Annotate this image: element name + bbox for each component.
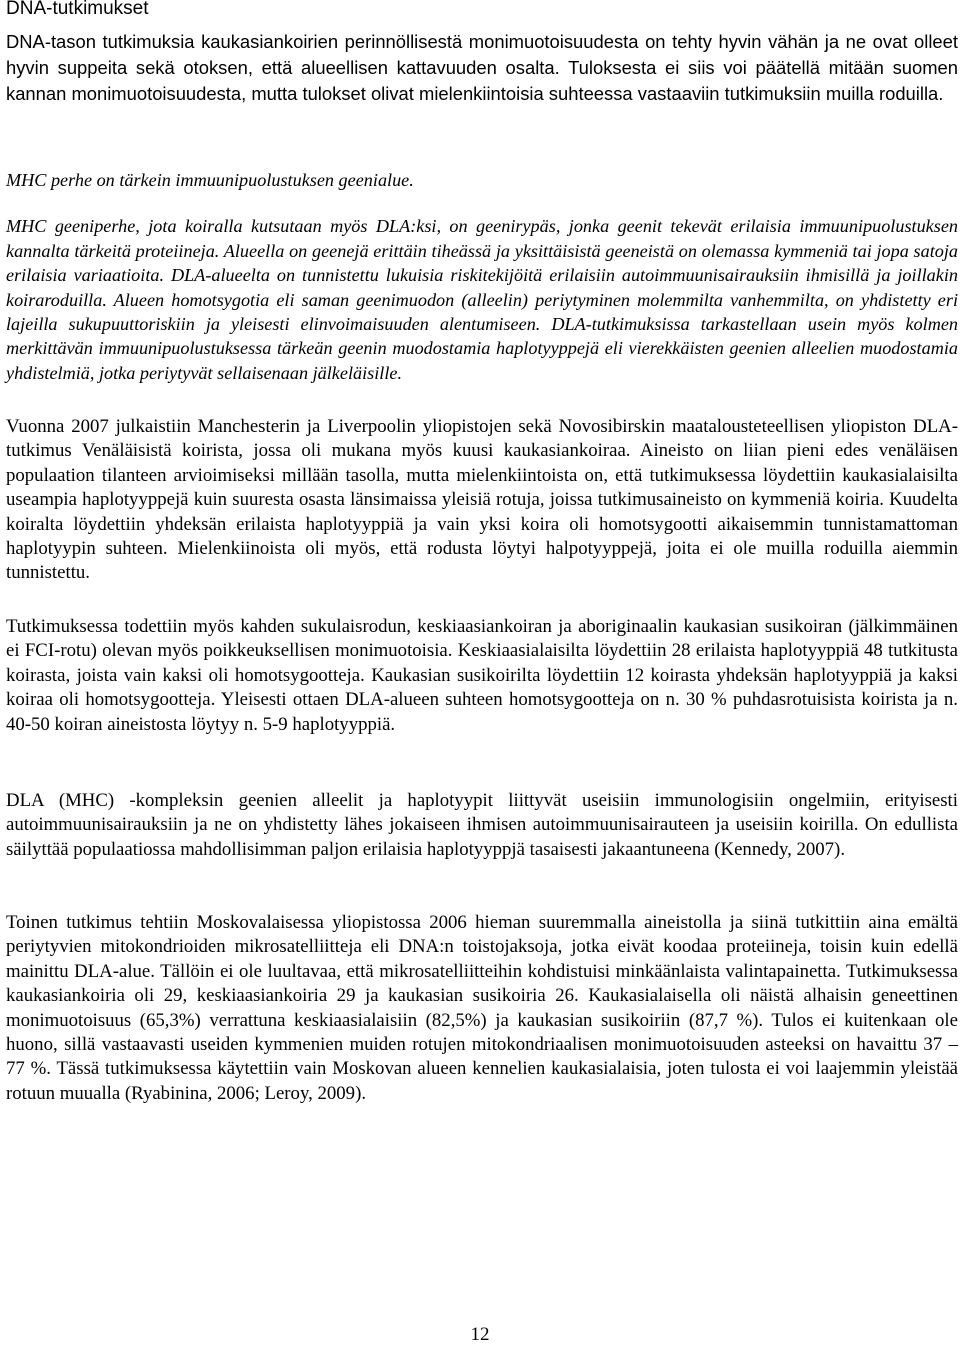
paragraph-moscow-study: Toinen tutkimus tehtiin Moskovalaisessa yliopistossa 2006 hieman suuremmalla aineistolla ja siinä tutkittiin aina emältä periytyvien mitokondrioiden mikrosatelliitteja eli DNA:n toistojaksoja, jotka eivät koodaa proteiineja, toisin kuin edellä mainittu DLA-alue. Tällöin ei ole luultavaa, että mikrosatelliitteihin kohdistuisi minkäänlaista valintapainetta. Tutkimuksessa kaukasiankoiria oli 29, keskiaasiankoiria 29 ja kaukasian susikoiria 26. Kaukasialaisella oli näistä alhaisin geneettinen monimuotoisuus (65,3%) verrattuna keskiaasialaisiin (82,5%) ja kaukasian susikoiriin (87,7 %). Tulos ei kuitenkaan ole huono, sillä vastaavasti useiden kymmenien muiden rotujen mitokondriaalisen monimuotoisuuden asteeksi on havaittu 37 – 77 %. Tässä tutkimuksessa käytettiin vain Moskovan alueen kennelien kaukasialaisia, joten tulosta ei voi laajemmin yleistää rotuun muualla (Ryabinina, 2006; Leroy, 2009). — [6, 912, 958, 1104]
mhc-paragraph — [6, 168, 958, 385]
paragraph-dla-complex: DLA (MHC) -kompleksin geenien alleelit ja haplotyypit liittyvät useisiin immunologisiin ongelmiin, erityisesti autoimmuunisairauksiin ja ne on yhdistetty lähes jokaiseen ihmisen autoimmuunisairauteen ja useisiin koirilla. On edullista säilyttää populaatiossa mahdollisimman paljon erilaisia haplotyyppjä tasaisesti jakaantuneena (Kennedy, 2007). — [6, 790, 958, 860]
mhc-body-text: MHC geeniperhe, jota koiralla kutsutaan myös DLA:ksi, on geenirypäs, jonka geenit tekevät erilaisia immuunipuolustuksen kannalta tärkeitä proteiineja. Alueella on geenejä erittäin tiheässä ja yksittäisistä geeneistä on olemassa kymmeniä tai jopa satoja erilaisia variaatioita. DLA-alueelta on tunnistettu lukuisia riskitekijöitä erilaisiin autoimmuunisairauksiin ihmisillä ja joillakin koiraroduilla. Alueen homotsygotia eli saman geenimuodon (alleelin) periytyminen molemmilta vanhemmilta, on yhdistetty eri lajeilla sukupuuttoriskiin ja yleisesti elinvoimaisuuden alentumiseen. DLA-tutkimuksissa tarkastellaan usein myös kolmen merkittävän immuunipuolustuksessa tärkeän geenin muodostamia haplotyyppejä eli vierekkäisten geenien alleelien muodostamia yhdistelmiä, jotka periytyvät sellaisenaan jälkeläisille. — [6, 216, 958, 383]
paragraph-2007-study: Vuonna 2007 julkaistiin Manchesterin ja Liverpoolin yliopistojen sekä Novosibirskin maatalousteteellisen yliopiston DLA-tutkimus Venäläisistä koirista, jossa oli mukana myös kuusi kaukasiankoiraa. Aineisto on liian pieni edes venäläisen populaation tilanteen arvioimiseksi millään tasolla, mutta mielenkiintoista on, että tutkimuksessa löydettiin kaukasialaisilta useampia haplotyyppejä kuin suuresta osasta länsimaissa yleisiä rotuja, joissa tutkimusaineisto on kymmeniä koiria. Kuudelta koiralta löydettiin yhdeksän erilaista haplotyyppiä ja vain yksi koira oli homotsygootti aikaisemmin tunnistamattoman haplotyypin suhteen. Mielenkiinoista oli myös, että rodusta löytyi halpotyyppejä, joita ei ole muilla roduilla aiemmin tunnistettu. — [6, 416, 958, 584]
paragraph-susikoira: Tutkimuksessa todettiin myös kahden sukulaisrodun, keskiaasiankoiran ja aboriginaalin kaukasian susikoiran (jälkimmäinen ei FCI-rotu) olevan myös poikkeuksellisen monimuotoisia. Keskiaasialaisilta löydettiin 28 erilaista haplotyyppiä 48 tutkitusta koirasta, joista vain kaksi oli homotsygootteja. Kaukasian susikoirilta löydettiin 12 koirasta yhdeksän haplotyyppiä ja kaksi koiraa oli homotsygootteja. Yleisesti ottaen DLA-alueen suhteen homotsygootteja on n. 30 % puhdasrotuisista koirista ja n. 40-50 koiran aineistosta löytyy n. 5-9 haplotyyppiä. — [6, 616, 958, 735]
section-heading: DNA-tutkimukset — [6, 0, 149, 19]
page-number: 12 — [470, 1324, 490, 1345]
mhc-lead-sentence: MHC perhe on tärkein immuunipuolustuksen geenialue. — [6, 170, 414, 190]
intro-paragraph: DNA-tason tutkimuksia kaukasiankoirien perinnöllisestä monimuotoisuudesta on tehty hyvin vähän ja ne ovat olleet hyvin suppeita sekä otoksen, että alueellisen kattavuuden osalta. Tuloksesta ei siis voi päätellä mitään suomen kannan monimuotoisuudesta, mutta tulokset olivat mielenkiintoisia suhteessa vastaaviin tutkimuksiin muilla roduilla. — [6, 31, 958, 104]
